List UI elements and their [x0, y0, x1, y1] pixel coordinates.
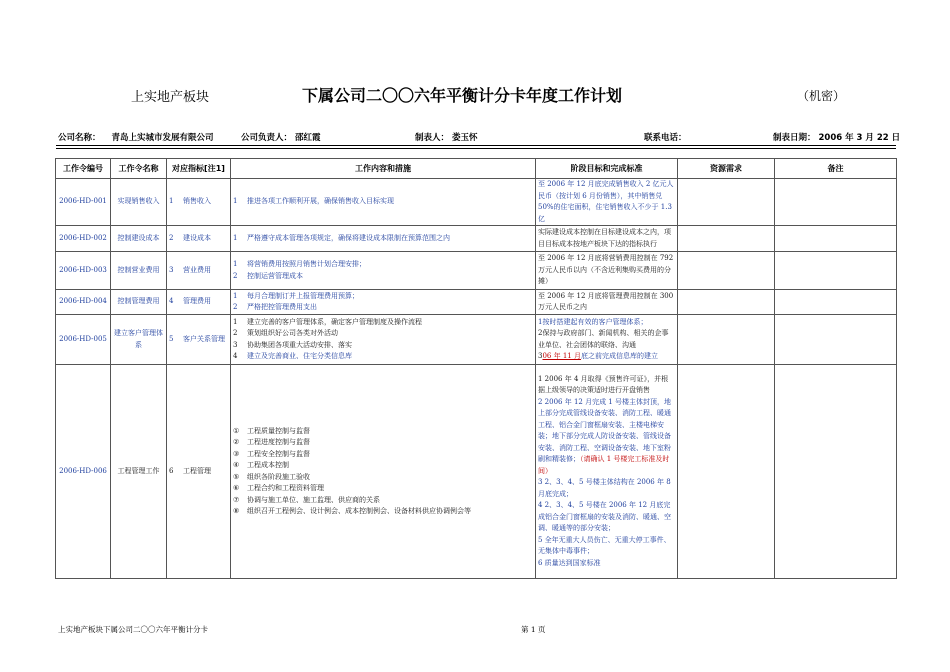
indicator-number: 6: [169, 466, 174, 475]
work-content-cell: [231, 290, 536, 315]
company-manager: [241, 131, 321, 143]
column-header: 工作内容和措施: [231, 159, 536, 179]
stage-target-cell: [536, 365, 678, 579]
stage-target-cell: 至 2006 年 12 月底将管理费用控制在 300 万元人民币之内: [536, 290, 678, 315]
divider-line: [56, 148, 896, 149]
content-text: 工程成本控制: [247, 461, 289, 469]
content-number: 2: [233, 303, 238, 311]
content-number: ⑤: [233, 472, 240, 481]
footer-document-name: 上实地产板块下属公司二〇〇六年平衡计分卡: [58, 625, 208, 634]
work-order-name: 建立客户管理体系: [111, 315, 167, 365]
work-order-name: 工程管理工作: [111, 365, 167, 579]
table-row: [56, 365, 897, 579]
resource-cell: [678, 226, 775, 252]
note-cell: [775, 365, 897, 579]
work-content-cell: [231, 252, 536, 290]
company-name-label: 公司名称：: [58, 133, 101, 143]
work-order-name: 实现销售收入: [111, 179, 167, 226]
note-cell: [775, 315, 897, 365]
table-author-value: 娄玉怀: [451, 133, 478, 143]
work-content-cell: [231, 179, 536, 226]
work-content-cell: [231, 315, 536, 365]
confidential-label: （机密）: [797, 89, 846, 103]
column-header: 阶段目标和完成标准: [536, 159, 678, 179]
work-order-code: 2006-HD-006: [56, 365, 111, 579]
indicator-cell: [167, 365, 231, 579]
resource-cell: [678, 252, 775, 290]
table-row: [56, 226, 897, 252]
content-text: 协调与施工单位、施工监理、供应商的关系: [247, 495, 380, 504]
column-header: 工作令编号: [56, 159, 111, 179]
indicator-name: 工程管理: [183, 466, 211, 475]
target-line-suffix: 底之前完成信息库的建立: [580, 352, 658, 360]
indicator-name: 营业费用: [183, 265, 211, 274]
target-line: 1 2006 年 4 月取得《预售许可证》，并根据上级领导的决策适时进行开盘销售: [538, 374, 669, 395]
content-text: 工程进度控制与监督: [247, 438, 310, 446]
target-line: [538, 397, 675, 478]
content-text: 策划组织好公司各类对外活动: [247, 329, 338, 337]
target-line: 6 质量达到国家标准: [538, 558, 601, 567]
content-number: ①: [233, 426, 240, 435]
content-number: ⑦: [233, 495, 240, 504]
resource-cell: [678, 365, 775, 579]
target-line: 1按时搭建起有效的客户管理体系；: [538, 317, 648, 326]
table-author: [415, 131, 478, 143]
indicator-name: 管理费用: [183, 297, 211, 306]
content-number: ⑧: [233, 507, 240, 515]
target-line: 3 2、3、4、5 号楼主体结构在 2006 年 8 月底完成；: [538, 478, 671, 498]
content-text: 推进各项工作顺利开展，确保销售收入目标实现: [247, 197, 394, 206]
table-date: [773, 131, 900, 143]
contact-phone: [644, 131, 687, 143]
table-header-row: [56, 159, 897, 179]
table-row: [56, 290, 897, 315]
target-line: 5 全年无重大人员伤亡、无重大停工事件、无集体中毒事件；: [538, 535, 671, 556]
table-row: [56, 179, 897, 226]
resource-cell: [678, 315, 775, 365]
content-number: 1: [233, 260, 238, 268]
note-cell: [775, 290, 897, 315]
content-number: ③: [233, 449, 240, 458]
content-number: 4: [233, 352, 238, 360]
indicator-cell: [167, 179, 231, 226]
column-header: 备注: [775, 159, 897, 179]
column-header: 对应指标[注1]: [167, 159, 231, 179]
content-text: 协助集团各项重大活动安排、落实: [247, 340, 352, 349]
work-order-code: 2006-HD-004: [56, 290, 111, 315]
content-number: 1: [233, 317, 238, 326]
contact-phone-label: 联系电话：: [644, 133, 687, 143]
note-cell: [775, 179, 897, 226]
target-line-highlight: 06 年 11 月: [542, 352, 581, 360]
note-cell: [775, 252, 897, 290]
indicator-cell: [167, 290, 231, 315]
note-cell: [775, 226, 897, 252]
indicator-cell: [167, 315, 231, 365]
target-line-text: 2 2006 年 12 月完成 1 号楼主体封顶，地上部分完成管线设备安装、消防工程、暖通工程、铝合金门窗框扇安装、主楼电梯安装；地下部分完成人防设备安装、管线设备安装、消防工程、空调设备安装、地下室粉刷和精装修；: [538, 397, 671, 464]
content-text: 严格把控管理费用支出: [247, 303, 317, 311]
content-number: 3: [233, 340, 238, 349]
table-author-label: 制表人：: [415, 133, 450, 143]
company-name-value: 青岛上实城市发展有限公司: [111, 133, 214, 143]
target-line: [538, 351, 675, 363]
content-number: 1: [233, 233, 238, 242]
target-line: 4 2、3、4、5 号楼在 2006 年 12 月底完成铝合金门窗框扇的安装及消防、暖通、空调、暖通等的部分安装；: [538, 501, 671, 533]
table-row: [56, 252, 897, 290]
table-date-value: 2006 年 3 月 22 日: [818, 133, 901, 143]
content-number: 1: [233, 197, 238, 206]
target-line-prefix: 3: [538, 352, 543, 360]
work-order-code: 2006-HD-003: [56, 252, 111, 290]
divider-line: [56, 145, 896, 146]
work-order-name: 控制建设成本: [111, 226, 167, 252]
column-header: 资源需求: [678, 159, 775, 179]
stage-target-cell: 实际建设成本控制在目标建设成本之内，项目目标成本按地产板块下达的指标执行: [536, 226, 678, 252]
page-title: 下属公司二〇〇六年平衡计分卡年度工作计划: [302, 86, 623, 105]
content-text: 组织各阶段施工验收: [247, 472, 310, 481]
content-number: ⑥: [233, 484, 240, 492]
content-number: 1: [233, 291, 238, 300]
content-text: 控制运营管理成本: [247, 271, 303, 280]
content-text: 每月合理制订并上报管理费用预算；: [247, 291, 359, 300]
company-name: [58, 131, 214, 143]
content-text: 建立及完善商业、住宅分类信息库: [247, 352, 352, 360]
work-order-name: 控制管理费用: [111, 290, 167, 315]
content-number: 2: [233, 271, 238, 280]
indicator-number: 4: [169, 297, 174, 306]
resource-cell: [678, 179, 775, 226]
stage-target-cell: 至 2006 年 12 月底完成销售收入 2 亿元人民币（按计划 6 月份销售），其中销售兑 50%的住宅面积，住宅销售收入不少于 1.3 亿: [536, 179, 678, 226]
indicator-name: 销售收入: [183, 197, 211, 206]
work-content-cell: [231, 226, 536, 252]
work-order-name: 控制营业费用: [111, 252, 167, 290]
content-text: 建立完善的客户管理体系，确定客户管理制度及操作流程: [247, 317, 422, 326]
content-text: 工程安全控制与监督: [247, 449, 310, 458]
work-content-cell: [231, 365, 536, 579]
stage-target-cell: 至 2006 年 12 月底将营销费用控制在 792 万元人民币以内（不含近利集购买费用的分摊）: [536, 252, 678, 290]
indicator-number: 5: [169, 334, 174, 343]
content-number: ②: [233, 438, 240, 446]
content-text: 工程合约和工程资料管理: [247, 484, 324, 492]
work-plan-table: [55, 158, 897, 579]
indicator-cell: [167, 252, 231, 290]
indicator-number: 1: [169, 197, 174, 206]
indicator-name: 客户关系管理: [183, 334, 225, 343]
content-number: 2: [233, 329, 238, 337]
indicator-number: 2: [169, 233, 174, 242]
footer-page-number: 第 1 页: [521, 625, 546, 634]
indicator-number: 3: [169, 265, 174, 274]
content-text: 组织召开工程例会、设计例会、成本控制例会、设备材料供应协调例会等: [247, 507, 471, 515]
company-manager-label: 公司负责人：: [241, 133, 293, 143]
table-row: [56, 315, 897, 365]
stage-target-cell: [536, 315, 678, 365]
indicator-cell: [167, 226, 231, 252]
company-tag: 上实地产板块: [131, 90, 210, 105]
content-text: 工程质量控制与监督: [247, 426, 310, 435]
target-line-note: （请确认 1 号楼完工标准及时间）: [538, 455, 670, 475]
content-text: 将营销费用按照月销售计划合理安排；: [247, 260, 366, 268]
content-text: 严格遵守成本管理各项规定，确保将建设成本限制在预算范围之内: [247, 233, 450, 242]
company-manager-value: 邵红霞: [294, 133, 321, 143]
indicator-name: 建设成本: [183, 233, 211, 242]
table-date-label: 制表日期：: [773, 133, 816, 143]
column-header: 工作令名称: [111, 159, 167, 179]
content-number: ④: [233, 461, 240, 469]
work-order-code: 2006-HD-002: [56, 226, 111, 252]
work-order-code: 2006-HD-001: [56, 179, 111, 226]
target-line: 2保持与政府部门、新闻机构、相关的企事业单位、社会团体的联络、沟通: [538, 329, 669, 349]
resource-cell: [678, 290, 775, 315]
work-order-code: 2006-HD-005: [56, 315, 111, 365]
